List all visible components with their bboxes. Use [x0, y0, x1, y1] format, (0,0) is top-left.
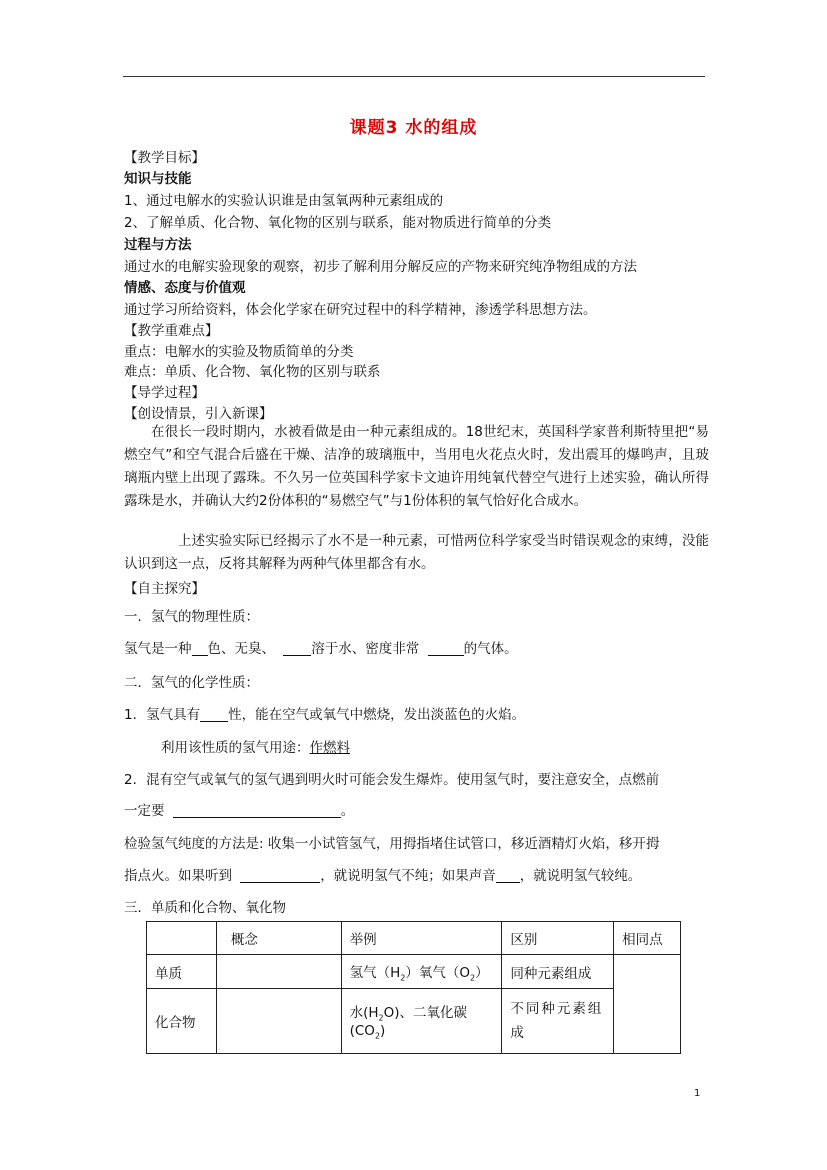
goals-heading: 【教学目标】	[124, 150, 205, 166]
table-cell	[216, 989, 341, 1054]
text-segment: 溶于水、密度非常	[311, 641, 420, 657]
hydrogen-use-line	[161, 736, 350, 756]
table-cell: 单质	[147, 955, 217, 989]
knowledge-heading: 知识与技能	[124, 171, 192, 187]
text-segment: 一定要	[124, 803, 165, 819]
use-value: 作燃料	[309, 740, 350, 756]
blank-color	[192, 641, 208, 656]
scene-heading: 【创设情景，引入新课】	[124, 406, 273, 422]
table-cell	[614, 955, 681, 1054]
table-header: 举例	[341, 922, 502, 955]
table-cell: 水$(H_2O)$、二氧化碳$(CO_2)$	[341, 989, 502, 1054]
header-rule	[123, 76, 705, 77]
explore-heading: 【自主探究】	[124, 581, 205, 597]
text-segment: ，就说明氢气较纯。	[519, 868, 642, 884]
table-row	[147, 989, 681, 1054]
table-header: 相同点	[614, 922, 681, 955]
blank-safety	[173, 803, 341, 818]
section-1-title: 一．氢气的物理性质：	[124, 609, 259, 625]
values-text: 通过学习所给资料，体会化学家在研究过程中的科学精神，渗透学科思想方法。	[124, 302, 597, 318]
key-point: 重点：电解水的实验及物质简单的分类	[124, 344, 354, 360]
blank-volume	[496, 868, 520, 883]
substance-table	[146, 921, 681, 1054]
text-segment: 色、无臭、	[207, 641, 275, 657]
difficult-point: 难点：单质、化合物、氧化物的区别与联系	[124, 364, 381, 380]
table-cell: 化合物	[147, 989, 217, 1054]
blank-sound	[240, 868, 320, 883]
table-cell	[216, 955, 341, 989]
scene-paragraph-2: 上述实验实际已经揭示了水不是一种元素，可惜两位科学家受当时错误观念的束缚，没能认识到这一点，反将其解释为两种气体里都含有水。	[124, 533, 709, 572]
table-cell: 氢气$(H_2)$氧气$(O_2)$	[341, 955, 502, 989]
table-cell: 同种元素组成	[502, 955, 614, 989]
chem-item-1	[124, 703, 525, 723]
knowledge-item-2: 2、了解单质、化合物、氧化物的区别与联系，能对物质进行简单的分类	[124, 215, 552, 231]
table-header-row	[147, 922, 681, 955]
key-heading: 【教学重难点】	[124, 323, 219, 339]
purity-check-line-1: 检验氢气纯度的方法是: 收集一小试管氢气，用拇指堵住试管口，移近酒精灯火焰，移开拇	[124, 836, 660, 852]
table-row	[147, 955, 681, 989]
process-heading: 过程与方法	[124, 237, 192, 253]
guide-heading: 【导学过程】	[124, 385, 205, 401]
process-text: 通过水的电解实验现象的观察，初步了解利用分解反应的产物来研究纯净物组成的方法	[124, 259, 637, 275]
chem-item-2-line-1: 2．混有空气或氧气的氢气遇到明火时可能会发生爆炸。使用氢气时，要注意安全，点燃前	[124, 772, 660, 788]
text-segment: ，就说明氢气不纯；如果声音	[320, 868, 496, 884]
physical-properties-line	[124, 637, 518, 657]
text-segment: 性，能在空气或氧气中燃烧，发出淡蓝色的火焰。	[228, 707, 526, 723]
blank-density	[428, 641, 464, 656]
text-segment: 。	[340, 803, 355, 819]
section-3-title: 三．单质和化合物、氧化物	[124, 900, 286, 916]
blank-solubility	[283, 641, 311, 656]
text-segment: 的气体。	[463, 641, 518, 657]
scene-paragraph-1: 在很长一段时期内，水被看做是由一种元素组成的。18世纪末，英国科学家普利斯特里把“易燃空气”和空气混合后盛在干燥、洁净的玻璃瓶中，当用电火花点火时，发出震耳的爆鸣声，且玻璃瓶内壁上出现了露珠。不久另一位英国科学家卡文迪许用纯氧代替空气进行上述实验，确认所得露珠是水，并确认大约2份体积的“易燃空气”与1份体积的氧气恰好化合成水。	[124, 424, 709, 509]
text-segment: 氢气是一种	[124, 641, 192, 657]
table-header: 概念	[216, 922, 341, 955]
section-2-title: 二．氢气的化学性质：	[124, 675, 259, 691]
table-header	[147, 922, 217, 955]
page-number: 1	[694, 1088, 701, 1099]
use-label: 利用该性质的氢气用途：	[161, 740, 310, 756]
blank-property	[200, 707, 228, 722]
text-segment: 1．氢气具有	[124, 707, 201, 723]
purity-check-line-2	[124, 864, 641, 884]
chem-item-2-line-2	[124, 799, 354, 819]
knowledge-item-1: 1、通过电解水的实验认识谁是由氢氧两种元素组成的	[124, 193, 444, 209]
lesson-title: 课题3 水的组成	[349, 118, 478, 138]
values-heading: 情感、态度与价值观	[124, 280, 246, 296]
text-segment: 指点火。如果听到	[124, 868, 232, 884]
table-cell: 不同种元素组成	[502, 989, 614, 1054]
table-header: 区别	[502, 922, 614, 955]
